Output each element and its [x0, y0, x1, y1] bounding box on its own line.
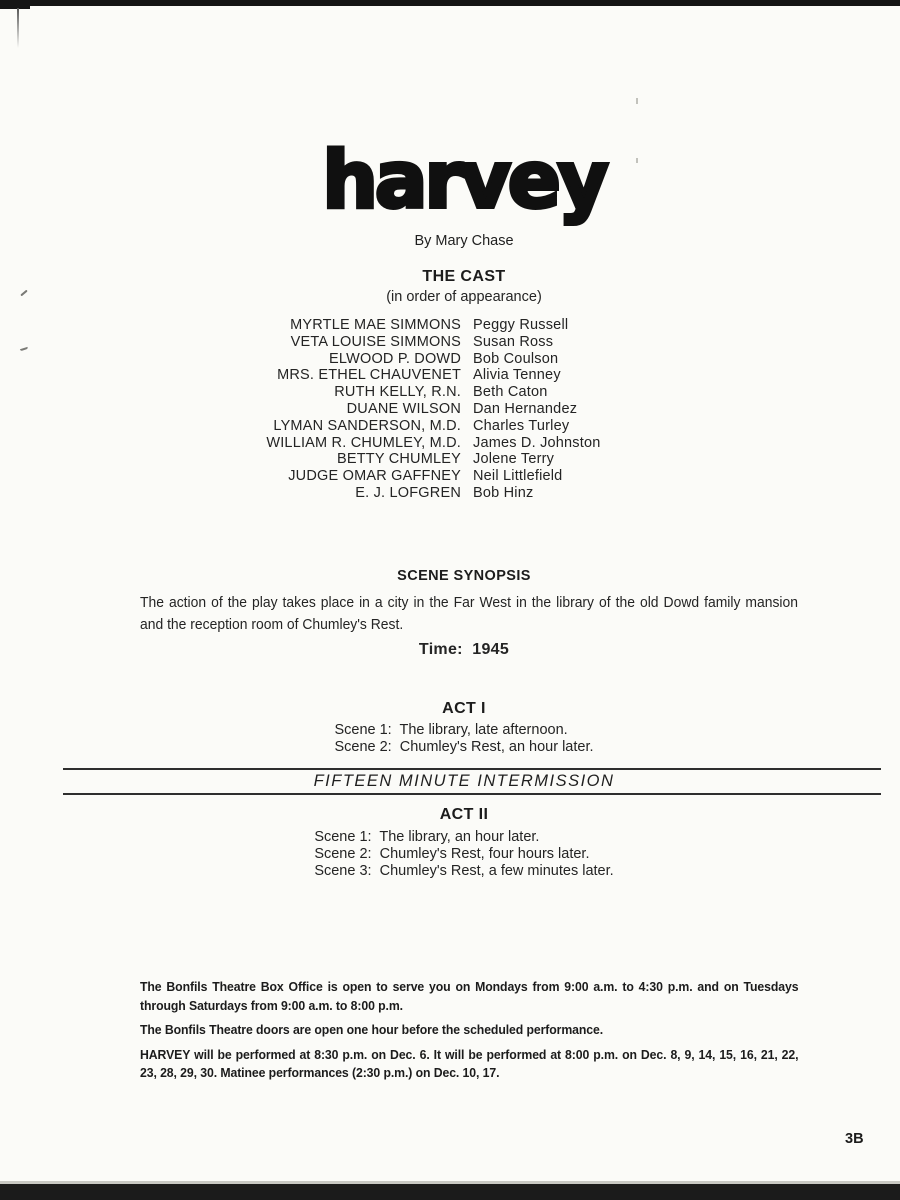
scene-line: Scene 3: Chumley's Rest, a few minutes later. — [314, 863, 614, 879]
act2-heading: ACT II — [439, 806, 489, 823]
note-paragraph: HARVEY will be performed at 8:30 p.m. on Dec. 6. It will be performed at 8:00 p.m. on Dec. 8, 9, 14, 15, 16, 21, 22, 23, 28, 29, 30. Matinee performances (2:30 p.m.) on Dec. 10, 17. — [140, 1046, 799, 1081]
note-paragraph: The Bonfils Theatre Box Office is open to serve you on Mondays from 9:00 a.m. to 4:30 p.m. and on Tuesdays through Saturdays from 9:00 a.m. to 8:00 p.m. — [140, 979, 799, 1013]
cast-list — [14, 317, 601, 502]
cast-actor-name: Peggy Russell — [473, 317, 569, 333]
theatre-notes — [140, 978, 798, 1089]
scene-line: Scene 1: The library, late afternoon. — [334, 722, 568, 738]
cast-role: MRS. ETHEL CHAUVENET — [277, 367, 461, 384]
synopsis-heading: SCENE SYNOPSIS — [397, 568, 531, 584]
cast-role: ELWOOD P. DOWD — [329, 350, 461, 367]
left-margin-tick — [17, 8, 19, 48]
cast-role: DUANE WILSON — [346, 400, 461, 417]
byline: By Mary Chase — [414, 233, 514, 249]
cast-actor-name: Bob Coulson — [473, 350, 559, 367]
page-number: 3B — [845, 1131, 864, 1147]
cast-actor-name: Charles Turley — [473, 417, 570, 434]
scene-line: Scene 2: Chumley's Rest, four hours later. — [314, 846, 590, 862]
scan-speck — [636, 98, 638, 104]
cast-subheading: (in order of appearance) — [386, 289, 542, 305]
cast-role: E. J. LOFGREN — [355, 484, 461, 501]
cast-actor-name: Beth Caton — [473, 384, 548, 401]
cast-actor-name: Dan Hernandez — [473, 400, 578, 417]
time-note: Time: 1945 — [418, 641, 510, 658]
cast-role: MYRTLE MAE SIMMONS — [290, 317, 461, 333]
cast-actor-name: James D. Johnston — [473, 434, 601, 451]
cast-actor-name: Bob Hinz — [473, 484, 534, 501]
act1-heading: ACT I — [442, 700, 486, 717]
cast-actor-name: Susan Ross — [473, 333, 554, 350]
act2-scene-list — [14, 829, 900, 880]
scene-line: Scene 1: The library, an hour later. — [314, 829, 540, 845]
cast-role: RUTH KELLY, R.N. — [334, 384, 461, 401]
cast-actor-name: Alivia Tenney — [473, 367, 561, 384]
scene-line: Scene 2: Chumley's Rest, an hour later. — [334, 739, 594, 755]
note-paragraph: The Bonfils Theatre doors are open one hour before the scheduled performance. — [140, 1022, 604, 1038]
play-title: harvey — [322, 136, 606, 226]
cast-role: VETA LOUISE SIMMONS — [290, 333, 461, 350]
cast-role: LYMAN SANDERSON, M.D. — [273, 417, 461, 434]
cast-actor-name: Neil Littlefield — [473, 468, 563, 485]
cast-role: WILLIAM R. CHUMLEY, M.D. — [266, 434, 461, 451]
cast-actor-name: Jolene Terry — [473, 451, 555, 468]
top-edge-bar-left — [0, 0, 30, 9]
cast-heading: THE CAST — [422, 268, 506, 285]
synopsis-text: The action of the play takes place in a city in the Far West in the library of the old Dowd family mansion and the reception room of Chumley's Rest. — [140, 595, 798, 633]
intermission-rule-bottom — [63, 793, 881, 795]
intermission-label: FIFTEEN MINUTE INTERMISSION — [313, 772, 615, 790]
act1-scene-list — [14, 722, 900, 756]
bottom-edge-bar — [0, 1184, 900, 1200]
cast-role: JUDGE OMAR GAFFNEY — [288, 468, 461, 485]
top-edge-bar — [0, 0, 900, 6]
cast-role: BETTY CHUMLEY — [337, 451, 461, 468]
